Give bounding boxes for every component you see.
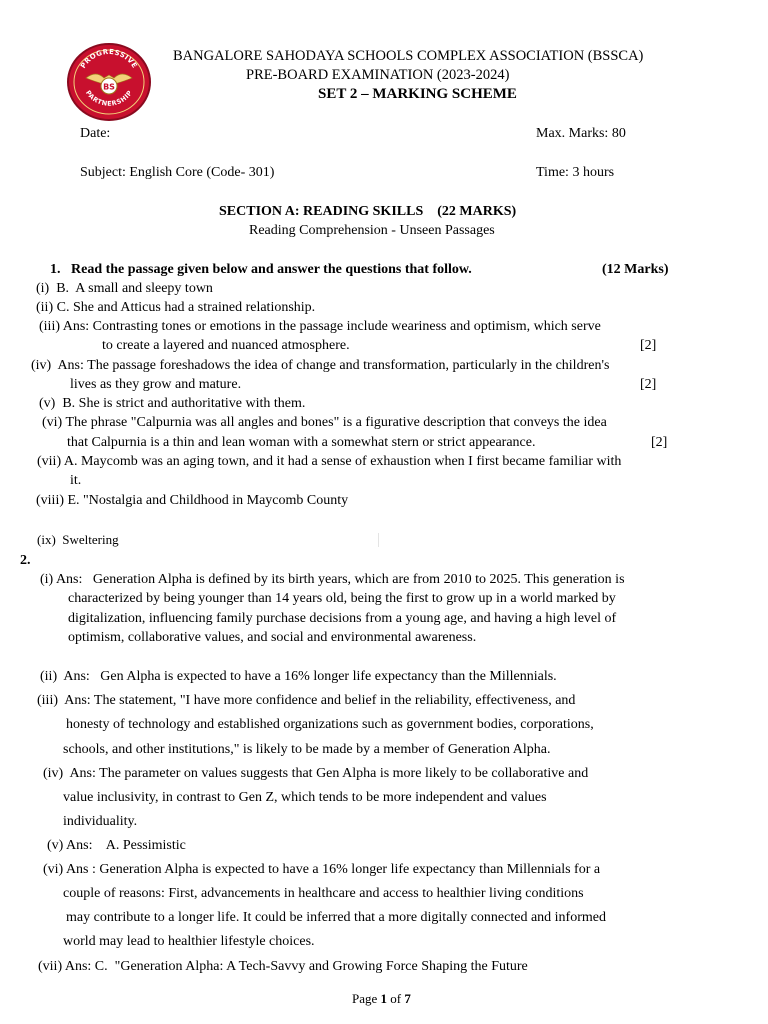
q1-answer-ii: (ii) C. She and Atticus had a strained relationship.: [36, 300, 316, 315]
q2-answer-iii-cont-2: schools, and other institutions," is likely to be made by a member of Generation Alpha.: [63, 742, 551, 757]
subject: Subject: English Core (Code- 301): [80, 165, 275, 180]
q1-answer-vi-marks: [2]: [651, 435, 668, 450]
page-total: 7: [404, 991, 411, 1006]
q1-answer-vii-cont: it.: [70, 473, 82, 488]
q2-answer-iv-cont-1: value inclusivity, in contrast to Gen Z, which tends to be more independent and values: [63, 790, 547, 805]
svg-text:PARTNERSHIP: PARTNERSHIP: [83, 88, 135, 108]
svg-text:BS: BS: [103, 82, 115, 92]
q1-marks: (12 Marks): [602, 262, 669, 277]
bssca-logo: [66, 42, 152, 122]
q2-answer-iii-cont-1: honesty of technology and established organizations such as government bodies, corporations,: [66, 717, 594, 732]
q2-answer-iii: (iii) Ans: The statement, "I have more confidence and belief in the reliability, effectiveness, and: [37, 693, 576, 708]
q1-answer-vi-cont: that Calpurnia is a thin and lean woman with a somewhat stern or strict appearance.: [67, 435, 536, 450]
time: Time: 3 hours: [536, 165, 615, 180]
header-line-3: SET 2 – MARKING SCHEME: [318, 86, 517, 102]
page-of: of: [387, 991, 405, 1006]
q1-answer-viii: (viii) E. "Nostalgia and Childhood in Maycomb County: [36, 493, 349, 508]
q1-heading: 1. Read the passage given below and answer the questions that follow.: [50, 262, 472, 277]
q2-answer-v: (v) Ans: A. Pessimistic: [47, 838, 186, 853]
q2-answer-i-cont-3: optimism, collaborative values, and social and environmental awareness.: [68, 630, 477, 645]
q1-answer-i: (i) B. A small and sleepy town: [36, 281, 213, 296]
q1-answer-iii-marks: [2]: [640, 338, 657, 353]
page-current: 1: [380, 991, 388, 1006]
q1-answer-vi: (vi) The phrase "Calpurnia was all angles and bones" is a figurative description that conveys the idea: [42, 415, 607, 430]
q2-answer-ii: (ii) Ans: Gen Alpha is expected to have a 16% longer life expectancy than the Millennials.: [40, 669, 557, 684]
q2-answer-iv: (iv) Ans: The parameter on values suggests that Gen Alpha is more likely to be collaborative and: [43, 766, 589, 781]
max-marks: Max. Marks: 80: [536, 126, 626, 141]
q2-answer-i: (i) Ans: Generation Alpha is defined by its birth years, which are from 2010 to 2025. This generation is: [40, 572, 625, 587]
q2-answer-iv-cont-2: individuality.: [63, 814, 138, 829]
q2-answer-vi-cont-1: couple of reasons: First, advancements in healthcare and access to healthier living conditions: [63, 886, 584, 901]
date-label: Date:: [80, 126, 111, 141]
q2-answer-vi: (vi) Ans : Generation Alpha is expected to have a 16% longer life expectancy than Millennials for a: [43, 862, 601, 877]
page-number: [352, 990, 411, 1007]
q2-answer-vii: (vii) Ans: C. "Generation Alpha: A Tech-Savvy and Growing Force Shaping the Future: [38, 959, 528, 974]
q1-answer-iii: (iii) Ans: Contrasting tones or emotions in the passage include weariness and optimism, which serve: [39, 319, 601, 334]
page-prefix: Page: [352, 991, 381, 1006]
section-title: SECTION A: READING SKILLS (22 MARKS): [219, 204, 517, 219]
section-subtitle: Reading Comprehension - Unseen Passages: [249, 223, 495, 238]
svg-text:PROGRESSIVE: PROGRESSIVE: [79, 47, 139, 70]
q1-answer-ix: (ix) Sweltering: [37, 532, 119, 547]
q2-answer-vi-cont-2: may contribute to a longer life. It could be inferred that a more digitally connected and informed: [66, 910, 606, 925]
q1-answer-iv-marks: [2]: [640, 377, 657, 392]
q1-answer-v: (v) B. She is strict and authoritative with them.: [39, 396, 306, 411]
header-line-2: PRE-BOARD EXAMINATION (2023-2024): [246, 67, 510, 83]
q2-answer-vi-cont-3: world may lead to healthier lifestyle choices.: [63, 934, 315, 949]
divider-mark: [378, 533, 379, 547]
q2-answer-i-cont-1: characterized by being younger than 14 years old, being the first to grow up in a world marked by: [68, 591, 616, 606]
q1-answer-vii: (vii) A. Maycomb was an aging town, and it had a sense of exhaustion when I first became familiar with: [37, 454, 622, 469]
q1-answer-iii-cont: to create a layered and nuanced atmosphere.: [102, 338, 350, 353]
q2-answer-i-cont-2: digitalization, influencing family purchase decisions from a young age, and having a high level of: [68, 611, 617, 626]
header-line-1: BANGALORE SAHODAYA SCHOOLS COMPLEX ASSOCIATION (BSSCA): [173, 48, 644, 64]
q1-answer-iv: (iv) Ans: The passage foreshadows the idea of change and transformation, particularly in the children's: [31, 358, 610, 373]
q2-number: 2.: [20, 553, 31, 568]
q1-answer-iv-cont: lives as they grow and mature.: [70, 377, 242, 392]
